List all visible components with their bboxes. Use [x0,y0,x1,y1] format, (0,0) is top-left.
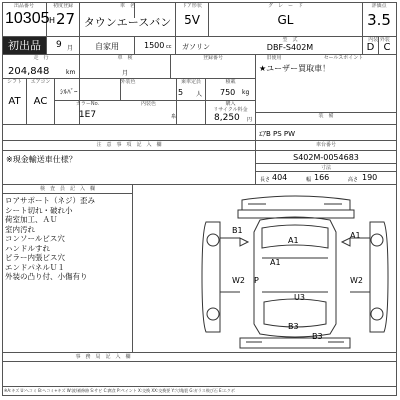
int-color-unit: 糸 [171,114,177,120]
purchase-label: 購入 [225,101,236,107]
exterior-color: ｼﾙﾊﾞｰ [60,88,78,96]
capacity: 5 [178,88,184,97]
disp-unit: cc [166,44,172,50]
capacity-label: 乗車定員 [180,79,201,85]
ac-label: エアコン [30,79,51,85]
load-unit: kg [242,89,250,96]
ext-color-label: 外装色 [120,79,136,85]
equipment-label: 装 備 [318,113,334,119]
inspector-line: エンドパネルＵ１ [5,262,65,272]
dim-height: 190 [362,173,378,182]
grade-label: グ レ ー ド [267,3,303,9]
ac: AC [33,96,48,107]
inspector-line: 外装の凸り付、小傷有り [5,272,88,281]
dim-length-label: 長さ [260,177,271,183]
interior-grade: D [366,42,375,53]
mileage: 204,848 [8,66,50,77]
damage-mark: U3 [294,293,305,302]
month: 9 [56,40,62,50]
door-shape: 5V [184,13,200,27]
inspection-month: 月 [122,70,129,77]
score: 3.5 [367,11,391,29]
model-label: 型 式 [282,37,298,43]
capacity-unit: 人 [196,91,203,98]
damage-mark: B3 [312,332,323,341]
inspector-line: ピラー内張ビス穴 [5,253,65,262]
score-label: 評価点 [371,3,387,9]
memo-label: 事 務 局 記 入 欄 [75,354,131,360]
damage-mark: A1 [270,258,281,267]
int-color-label: 内装色 [140,101,156,107]
load-label: 積載 [225,79,236,85]
inspector-line: ロアサポート（ネジ）歪み [5,196,95,205]
era: H [49,16,56,25]
lot-no-label: 出品番号 [13,3,34,9]
grade: GL [277,13,294,27]
inspector-line: 荷室加工、ＡＵ [5,215,58,224]
inspection-label: 車 検 [117,55,133,61]
lot-no: 10305 [5,10,50,27]
mileage-unit: km [66,69,76,76]
frame-no-label: 車台番号 [315,142,336,148]
fuel: ガソリン [182,43,210,51]
notes-label: 注 意 事 項 記 入 欄 [96,142,162,148]
model-code: DBF-S402M [266,43,314,52]
color-no-label: カラーNo. [75,101,100,107]
dimensions-label: 寸法 [320,165,331,171]
car-name: タウンエースバン [83,16,172,29]
month-label: 月 [67,45,74,52]
dim-width: 166 [314,173,330,182]
notes-text: ※現金輸送車仕様？ [6,155,77,164]
prev-use-label: 旧使用 [266,55,282,61]
color-no: 1E7 [78,110,97,120]
first-reg-label: 初度登録 [52,3,73,9]
shift: AT [8,96,21,107]
damage-mark: B1 [232,226,243,235]
car-name-label: 車 名 [119,3,135,9]
displacement: 1500 [144,41,165,50]
sales-point-label: セールスポイント [323,55,364,61]
damage-mark: P [254,276,259,285]
damage-mark: W2 [350,276,363,285]
equipment: ｴｱB PS PW [259,130,296,138]
reg-plate-label: 登録番号 [202,55,223,61]
inspector-line: コンソールビス穴 [5,234,65,243]
exterior-grade: C [383,42,391,53]
damage-mark: B3 [288,322,299,331]
damage-mark: A1 [288,236,299,245]
damage-mark: W2 [232,276,245,285]
inspector-label: 検 査 員 記 入 欄 [39,186,95,192]
shift-label: シフト [6,79,22,85]
year: 27 [56,10,76,28]
first-listing-badge: 初出品 [3,37,46,54]
usage: 自家用 [95,42,119,51]
frame-no: S402M-0054683 [293,153,359,162]
recycle: 8,250 [214,113,240,123]
damage-legend-footer: ※A:キズ U:ヘコミ B:ヘコミ+キズ W:波/補修跡 S:サビ C:腐食 P:ペイント X:交換 XX:交換要 Y:穴/亀裂 G:ガラス飛び石 E:エクボ [4,388,235,393]
load: 750 [220,88,236,97]
dim-length: 404 [272,173,288,182]
damage-mark: A1 [350,231,361,240]
door-label: ドア形状 [182,3,202,9]
inspector-line: ハンドルすれ [5,243,50,253]
inspector-line: シート切れ・破れ小 [5,205,73,215]
inspector-line: 室内汚れ [5,224,35,234]
inspector-notes-list [5,196,95,282]
recycle-label: リサイクル料金 [213,107,248,113]
dim-height-label: 高さ [348,177,359,183]
dim-width-label: 幅 [306,177,312,183]
mileage-label: 走 行 [33,55,49,61]
int-ext-label: 内装 外装 [368,37,390,43]
sales-point: ★ユーザー買取車！ [259,64,331,73]
recycle-unit: 円 [247,117,253,123]
